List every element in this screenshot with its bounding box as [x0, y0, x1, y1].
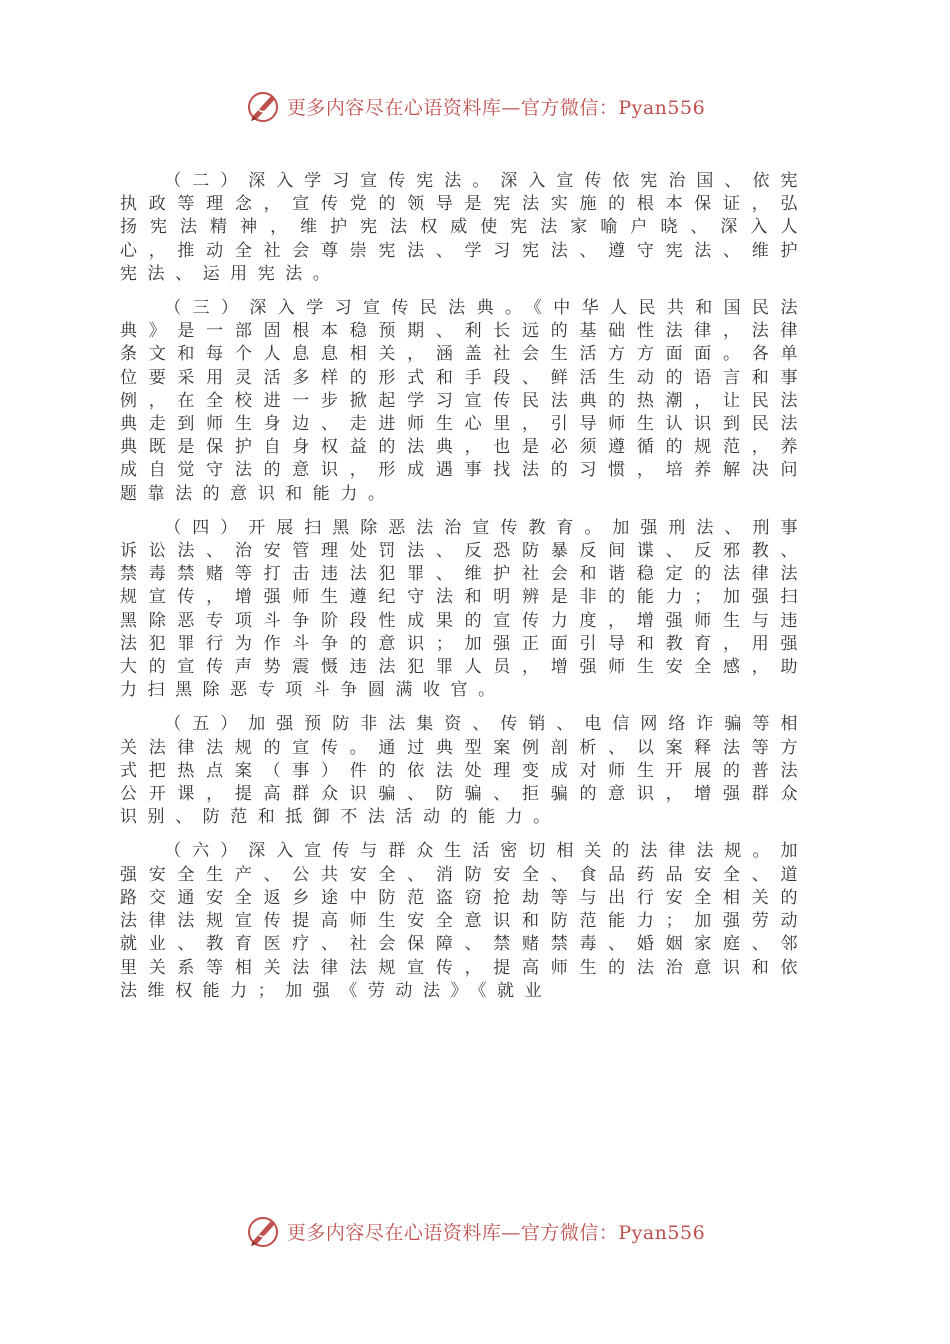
paragraph-constitution: （二）深入学习宣传宪法。深入宣传依宪治国、依宪执政等理念，宣传党的领导是宪法实施的根本保证，弘扬宪法精神，维护宪法权威使宪法家喻户晓、深入人心，推动全社会尊崇宪法、学习宪法、遵守宪法、维护宪法、运用宪法。	[120, 171, 808, 284]
pen-logo-icon	[245, 88, 281, 124]
watermark-banner-bottom	[0, 1213, 950, 1249]
watermark-banner-top	[0, 88, 950, 124]
pen-logo-icon	[245, 1213, 281, 1249]
paragraph-civil-code: （三）深入学习宣传民法典。《中华人民共和国民法典》是一部固根本稳预期、利长远的基础性法律，法律条文和每个人息息相关，涵盖社会生活方方面面。各单位要采用灵活多样的形式和手段、鲜活生动的语言和事例，在全校进一步掀起学习宣传民法典的热潮，让民法典走到师生身边、走进师生心里，引导师生认识到民法典既是保护自身权益的法典，也是必须遵循的规范，养成自觉守法的意识，形成遇事找法的习惯，培养解决问题靠法的意识和能力。	[120, 298, 808, 504]
paragraph-anti-fraud: （五）加强预防非法集资、传销、电信网络诈骗等相关法律法规的宣传。通过典型案例剖析、以案释法等方式把热点案（事）件的依法处理变成对师生开展的普法公开课，提高群众识骗、防骗、拒骗的意识，增强群众识别、防范和抵御不法活动的能力。	[120, 714, 808, 828]
watermark-text: 更多内容尽在心语资料库—官方微信：Pyan556	[286, 96, 706, 119]
watermark-text: 更多内容尽在心语资料库—官方微信：Pyan556	[286, 1221, 706, 1244]
document-body	[120, 170, 808, 1014]
paragraph-anti-crime: （四）开展扫黑除恶法治宣传教育。加强刑法、刑事诉讼法、治安管理处罚法、反恐防暴反间谍、反邪教、禁毒禁赌等打击违法犯罪、维护社会和谐稳定的法律法规宣传，增强师生遵纪守法和明辨是非的能力；加强扫黑除恶专项斗争阶段性成果的宣传力度，增强师生与违法犯罪行为作斗争的意识；加强正面引导和教育，用强大的宣传声势震慑违法犯罪人员，增强师生安全感，助力扫黑除恶专项斗争圆满收官。	[120, 517, 808, 701]
paragraph-public-life-laws: （六）深入宣传与群众生活密切相关的法律法规。加强安全生产、公共安全、消防安全、食品药品安全、道路交通安全返乡途中防范盗窃抢劫等与出行安全相关的法律法规宣传提高师生安全意识和防范能力；加强劳动就业、教育医疗、社会保障、禁赌禁毒、婚姻家庭、邻里关系等相关法律法规宣传，提高师生的法治意识和依法维权能力；加强《劳动法》《就业	[120, 841, 808, 1001]
